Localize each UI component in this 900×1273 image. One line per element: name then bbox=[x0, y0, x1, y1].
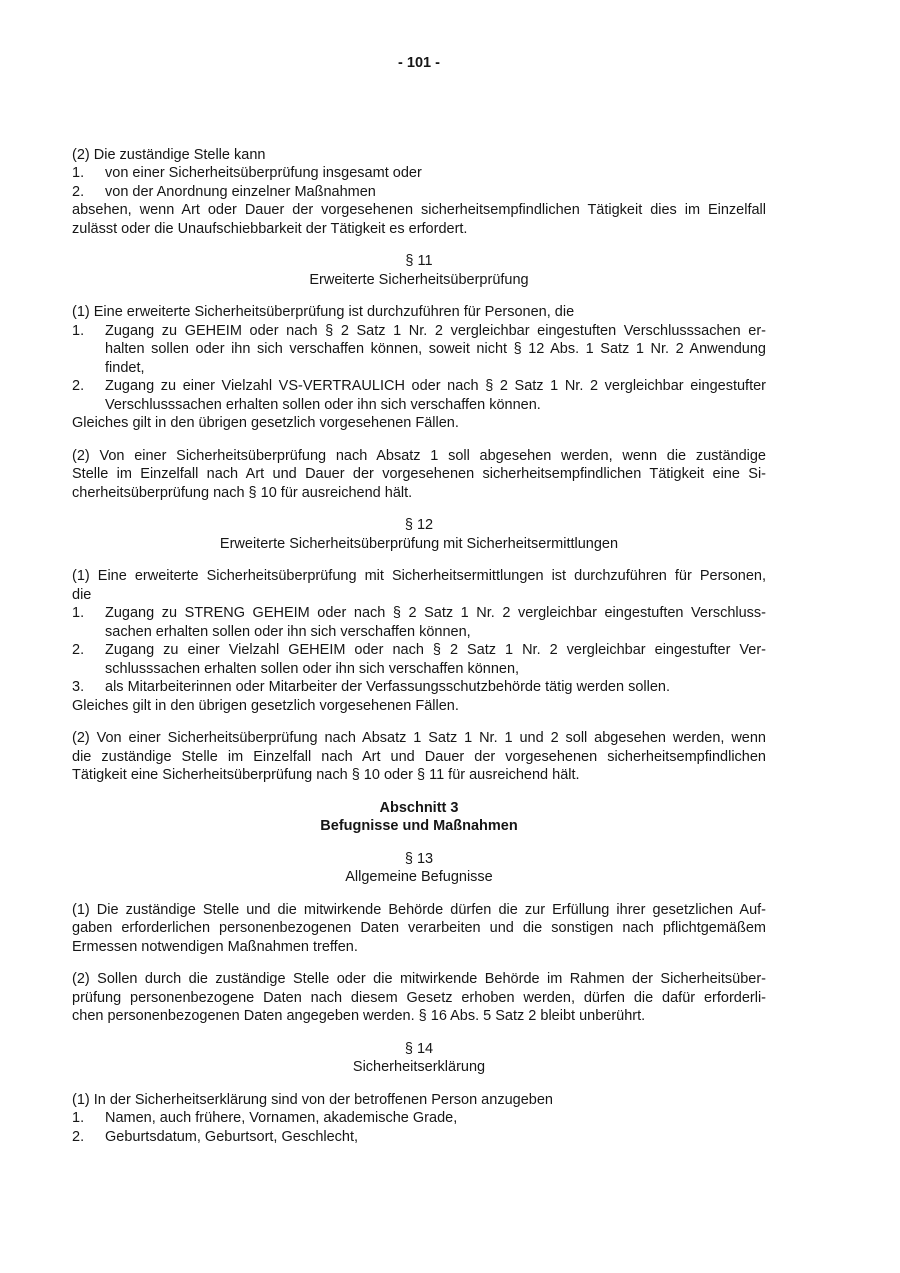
heading-line: Erweiterte Sicherheitsüberprüfung bbox=[309, 271, 529, 288]
line-text: (2) Von einer Sicherheitsüberprüfung nach Absatz 1 soll abgesehen werden, wenn die zuständige bbox=[72, 447, 766, 464]
text-line bbox=[72, 396, 766, 415]
list-number: 2. bbox=[72, 378, 85, 394]
line-text: (1) In der Sicherheitserklärung sind von der betroffenen Person anzugeben bbox=[72, 1091, 553, 1108]
heading-line: § 12 bbox=[404, 517, 434, 533]
text-line bbox=[72, 567, 766, 586]
text-line bbox=[72, 660, 766, 679]
line-text: halten sollen oder ihn sich verschaffen können, soweit nicht § 12 Abs. 1 Satz 1 Nr. 2 Anwendung bbox=[105, 341, 766, 357]
list-number: 1. bbox=[72, 322, 85, 339]
section-heading bbox=[72, 799, 766, 836]
paragraph bbox=[72, 970, 766, 1026]
heading-line: Sicherheitserklärung bbox=[352, 1059, 486, 1075]
page-content bbox=[72, 54, 766, 1160]
text-line bbox=[72, 938, 766, 957]
line-text: Gleiches gilt in den übrigen gesetzlich vorgesehenen Fällen. bbox=[72, 415, 459, 431]
section-heading bbox=[72, 850, 766, 887]
text-line bbox=[72, 201, 766, 220]
text-line bbox=[72, 484, 766, 503]
text-line bbox=[72, 766, 766, 785]
line-text: die zuständige Stelle im Einzelfall nach Art und Dauer der vorgesehenen sicherheitsempfindlichen bbox=[72, 748, 766, 765]
paragraph bbox=[72, 146, 766, 239]
list-item-line bbox=[72, 641, 766, 660]
line-text: von der Anordnung einzelner Maßnahmen bbox=[105, 183, 376, 200]
list-number: 1. bbox=[72, 1110, 85, 1126]
list-number: 1. bbox=[72, 165, 85, 181]
text-line bbox=[72, 1007, 766, 1026]
section-heading bbox=[72, 516, 766, 553]
section-heading bbox=[72, 252, 766, 289]
text-line bbox=[72, 919, 766, 938]
line-text: die bbox=[72, 586, 92, 603]
list-item-line bbox=[72, 1128, 766, 1147]
line-text: Gleiches gilt in den übrigen gesetzlich vorgesehenen Fällen. bbox=[72, 697, 459, 714]
section-heading bbox=[72, 1040, 766, 1077]
list-item-line bbox=[72, 322, 766, 341]
text-line bbox=[72, 970, 766, 989]
list-item-line bbox=[72, 604, 766, 623]
line-text: (1) Eine erweiterte Sicherheitsüberprüfung ist durchzuführen für Personen, die bbox=[72, 304, 575, 320]
text-line bbox=[72, 146, 766, 165]
line-text: schlusssachen erhalten sollen oder ihn sich verschaffen können, bbox=[105, 660, 520, 677]
paragraph bbox=[72, 303, 766, 433]
line-text: cherheitsüberprüfung nach § 10 für ausreichend hält. bbox=[72, 484, 413, 501]
text-line bbox=[72, 729, 766, 748]
line-text: chen personenbezogenen Daten angegeben werden. § 16 Abs. 5 Satz 2 bleibt unberührt. bbox=[72, 1008, 646, 1024]
line-text: (2) Von einer Sicherheitsüberprüfung nach Absatz 1 Satz 1 Nr. 1 und 2 soll abgesehen werden, wenn bbox=[72, 730, 766, 746]
heading-line: Abschnitt 3 bbox=[379, 799, 459, 816]
text-line bbox=[72, 359, 766, 378]
list-number: 1. bbox=[72, 605, 85, 621]
text-line bbox=[72, 414, 766, 433]
list-item-line bbox=[72, 164, 766, 183]
text-line bbox=[72, 697, 766, 716]
paragraph bbox=[72, 901, 766, 957]
heading-line: § 13 bbox=[404, 850, 434, 867]
text-line bbox=[72, 623, 766, 642]
line-text: zulässt oder die Unaufschiebbarkeit der Tätigkeit es erfordert. bbox=[72, 220, 468, 237]
text-line bbox=[72, 989, 766, 1008]
list-number: 2. bbox=[72, 1128, 85, 1145]
line-text: Ermessen notwendigen Maßnahmen treffen. bbox=[72, 938, 358, 955]
text-line bbox=[72, 465, 766, 484]
line-text: Stelle im Einzelfall nach Art und Dauer der vorgesehenen sicherheitsempfindlichen Tätigkeit eine Si- bbox=[72, 466, 766, 482]
text-line bbox=[72, 1091, 766, 1110]
text-line bbox=[72, 303, 766, 322]
line-text: absehen, wenn Art oder Dauer der vorgesehenen sicherheitsempfindlichen Tätigkeit dies im Einzelfall bbox=[72, 202, 766, 218]
line-text: Zugang zu einer Vielzahl VS-VERTRAULICH oder nach § 2 Satz 1 Nr. 2 vergleichbar eingestufter bbox=[105, 378, 766, 394]
list-item-line bbox=[72, 1109, 766, 1128]
line-text: sachen erhalten sollen oder ihn sich verschaffen können, bbox=[105, 623, 471, 640]
text-line bbox=[72, 340, 766, 359]
list-number: 3. bbox=[72, 679, 85, 695]
heading-line: Erweiterte Sicherheitsüberprüfung mit Sicherheitsermittlungen bbox=[219, 535, 619, 552]
line-text: von einer Sicherheitsüberprüfung insgesamt oder bbox=[105, 165, 422, 181]
paragraph bbox=[72, 447, 766, 503]
line-text: Geburtsdatum, Geburtsort, Geschlecht, bbox=[105, 1128, 359, 1145]
line-text: findet, bbox=[105, 359, 145, 376]
line-text: (1) Die zuständige Stelle und die mitwirkende Behörde dürfen die zur Erfüllung ihrer gesetzlichen Auf- bbox=[72, 901, 766, 918]
list-number: 2. bbox=[72, 183, 85, 200]
line-text: Verschlusssachen erhalten sollen oder ihn sich verschaffen können. bbox=[105, 396, 541, 413]
page-number: - 101 - bbox=[398, 55, 440, 71]
heading-line: § 11 bbox=[405, 253, 433, 269]
line-text: Zugang zu STRENG GEHEIM oder nach § 2 Satz 1 Nr. 2 vergleichbar eingestuften Verschluss- bbox=[105, 605, 766, 621]
line-text: gaben erforderlichen personenbezogenen Daten verarbeiten und die sonstigen nach pflichtgemäßem bbox=[72, 920, 766, 936]
line-text: Tätigkeit eine Sicherheitsüberprüfung nach § 10 oder § 11 für ausreichend hält. bbox=[72, 767, 580, 783]
line-text: (2) Sollen durch die zuständige Stelle oder die mitwirkende Behörde im Rahmen der Sicherheitsüber- bbox=[72, 971, 766, 987]
heading-line: § 14 bbox=[404, 1040, 434, 1057]
text-line bbox=[72, 220, 766, 239]
heading-line: Befugnisse und Maßnahmen bbox=[320, 818, 518, 834]
paragraph bbox=[72, 567, 766, 715]
paragraph bbox=[72, 1091, 766, 1147]
line-text: (2) Die zuständige Stelle kann bbox=[72, 146, 266, 163]
list-item-line bbox=[72, 183, 766, 202]
line-text: Zugang zu einer Vielzahl GEHEIM oder nach § 2 Satz 1 Nr. 2 vergleichbar eingestufter Ver- bbox=[105, 642, 766, 658]
text-line bbox=[72, 447, 766, 466]
paragraph bbox=[72, 729, 766, 785]
line-text: Namen, auch frühere, Vornamen, akademische Grade, bbox=[105, 1110, 458, 1126]
text-line bbox=[72, 586, 766, 605]
line-text: Zugang zu GEHEIM oder nach § 2 Satz 1 Nr. 2 vergleichbar eingestuften Verschlusssachen er- bbox=[105, 322, 766, 339]
text-line bbox=[72, 748, 766, 767]
line-text: (1) Eine erweiterte Sicherheitsüberprüfung mit Sicherheitsermittlungen ist durchzuführen für Personen, bbox=[72, 568, 766, 584]
text-line bbox=[72, 901, 766, 920]
list-number: 2. bbox=[72, 642, 85, 658]
list-item-line bbox=[72, 678, 766, 697]
line-text: als Mitarbeiterinnen oder Mitarbeiter der Verfassungsschutzbehörde tätig werden sollen. bbox=[105, 679, 671, 695]
list-item-line bbox=[72, 377, 766, 396]
heading-line: Allgemeine Befugnisse bbox=[345, 869, 493, 885]
line-text: prüfung personenbezogene Daten nach diesem Gesetz erhoben werden, dürfen die dafür erforderli- bbox=[72, 989, 766, 1006]
